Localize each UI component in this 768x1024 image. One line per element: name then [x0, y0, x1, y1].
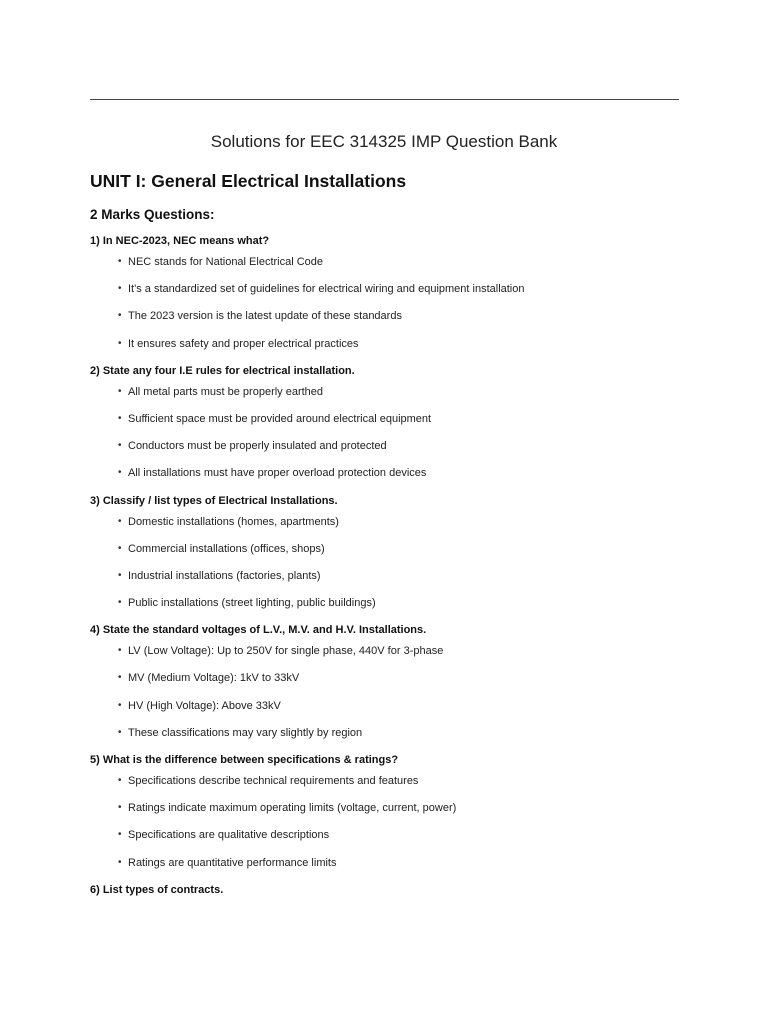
answer-text: It's a standardized set of guidelines for electrical wiring and equipment installation: [128, 283, 525, 296]
bullet-icon: •: [118, 597, 122, 609]
answer-item: [90, 466, 690, 480]
question-block: [90, 883, 690, 897]
answer-text: Public installations (street lighting, public buildings): [128, 597, 376, 610]
answer-item: [90, 828, 690, 842]
answer-text: HV (High Voltage): Above 33kV: [128, 699, 281, 712]
bullet-icon: •: [118, 440, 122, 452]
answer-text: NEC stands for National Electrical Code: [128, 256, 324, 268]
question-list: [90, 234, 690, 904]
answer-item: [90, 726, 690, 740]
answer-text: Domestic installations (homes, apartments): [128, 515, 339, 528]
bullet-icon: •: [118, 856, 122, 868]
answer-list: [90, 515, 690, 611]
answer-text: Specifications describe technical requirements and features: [128, 775, 419, 787]
bullet-icon: •: [118, 283, 122, 295]
answer-item: [90, 337, 690, 351]
answer-item: [90, 309, 690, 323]
answer-list: [90, 644, 690, 740]
header-divider: [90, 99, 679, 100]
bullet-icon: •: [118, 699, 122, 711]
answer-item: [90, 412, 690, 426]
question-block: [90, 753, 690, 870]
answer-text: Sufficient space must be provided around electrical equipment: [128, 412, 432, 425]
answer-text: The 2023 version is the latest update of these standards: [128, 310, 402, 323]
bullet-icon: •: [118, 412, 122, 424]
question-text: 3) Classify / list types of Electrical Installations.: [90, 494, 338, 507]
question-text: 2) State any four I.E rules for electrical installation.: [90, 364, 355, 377]
answer-list: [90, 774, 690, 870]
question-text: 5) What is the difference between specifications & ratings?: [90, 754, 399, 766]
answer-text: Ratings are quantitative performance limits: [128, 856, 337, 869]
answer-list: [90, 385, 690, 481]
answer-item: [90, 596, 690, 610]
section-heading: 2 Marks Questions:: [90, 207, 215, 222]
document-title: Solutions for EEC 314325 IMP Question Bank: [210, 132, 558, 151]
answer-item: [90, 542, 690, 556]
answer-item: [90, 699, 690, 713]
answer-item: [90, 569, 690, 583]
question-block: [90, 364, 690, 481]
answer-text: MV (Medium Voltage): 1kV to 33kV: [128, 672, 300, 685]
answer-text: Industrial installations (factories, plants): [128, 569, 321, 582]
answer-item: [90, 856, 690, 870]
bullet-icon: •: [118, 569, 122, 581]
answer-item: [90, 515, 690, 529]
answer-text: All metal parts must be properly earthed: [128, 385, 324, 398]
answer-text: LV (Low Voltage): Up to 250V for single phase, 440V for 3-phase: [128, 645, 444, 658]
answer-text: Conductors must be properly insulated and protected: [128, 440, 387, 453]
bullet-icon: •: [118, 542, 122, 554]
question-block: [90, 234, 690, 351]
bullet-icon: •: [118, 775, 122, 786]
answer-item: [90, 774, 690, 788]
unit-heading: UNIT I: General Electrical Installations: [90, 171, 407, 191]
answer-text: These classifications may vary slightly by region: [128, 726, 363, 739]
answer-item: [90, 282, 690, 296]
answer-text: All installations must have proper overload protection devices: [128, 467, 427, 480]
bullet-icon: •: [118, 467, 122, 479]
question-text: 6) List types of contracts.: [90, 883, 224, 896]
answer-text: Specifications are qualitative descriptions: [128, 829, 330, 842]
answer-item: [90, 644, 690, 658]
question-block: [90, 623, 690, 740]
answer-item: [90, 385, 690, 399]
bullet-icon: •: [118, 337, 122, 349]
bullet-icon: •: [118, 515, 122, 527]
bullet-icon: •: [118, 645, 122, 657]
question-text: 1) In NEC-2023, NEC means what?: [90, 235, 270, 247]
answer-text: It ensures safety and proper electrical practices: [128, 337, 359, 350]
answer-text: Ratings indicate maximum operating limits (voltage, current, power): [128, 802, 457, 815]
bullet-icon: •: [118, 802, 122, 814]
answer-item: [90, 255, 690, 269]
bullet-icon: •: [118, 385, 122, 397]
bullet-icon: •: [118, 726, 122, 738]
bullet-icon: •: [118, 256, 122, 267]
bullet-icon: •: [118, 829, 122, 841]
bullet-icon: •: [118, 310, 122, 322]
bullet-icon: •: [118, 672, 122, 684]
answer-item: [90, 801, 690, 815]
question-text: 4) State the standard voltages of L.V., M.V. and H.V. Installations.: [90, 624, 427, 637]
answer-item: [90, 671, 690, 685]
answer-list: [90, 255, 690, 351]
question-block: [90, 494, 690, 611]
answer-text: Commercial installations (offices, shops): [128, 542, 325, 555]
answer-item: [90, 439, 690, 453]
